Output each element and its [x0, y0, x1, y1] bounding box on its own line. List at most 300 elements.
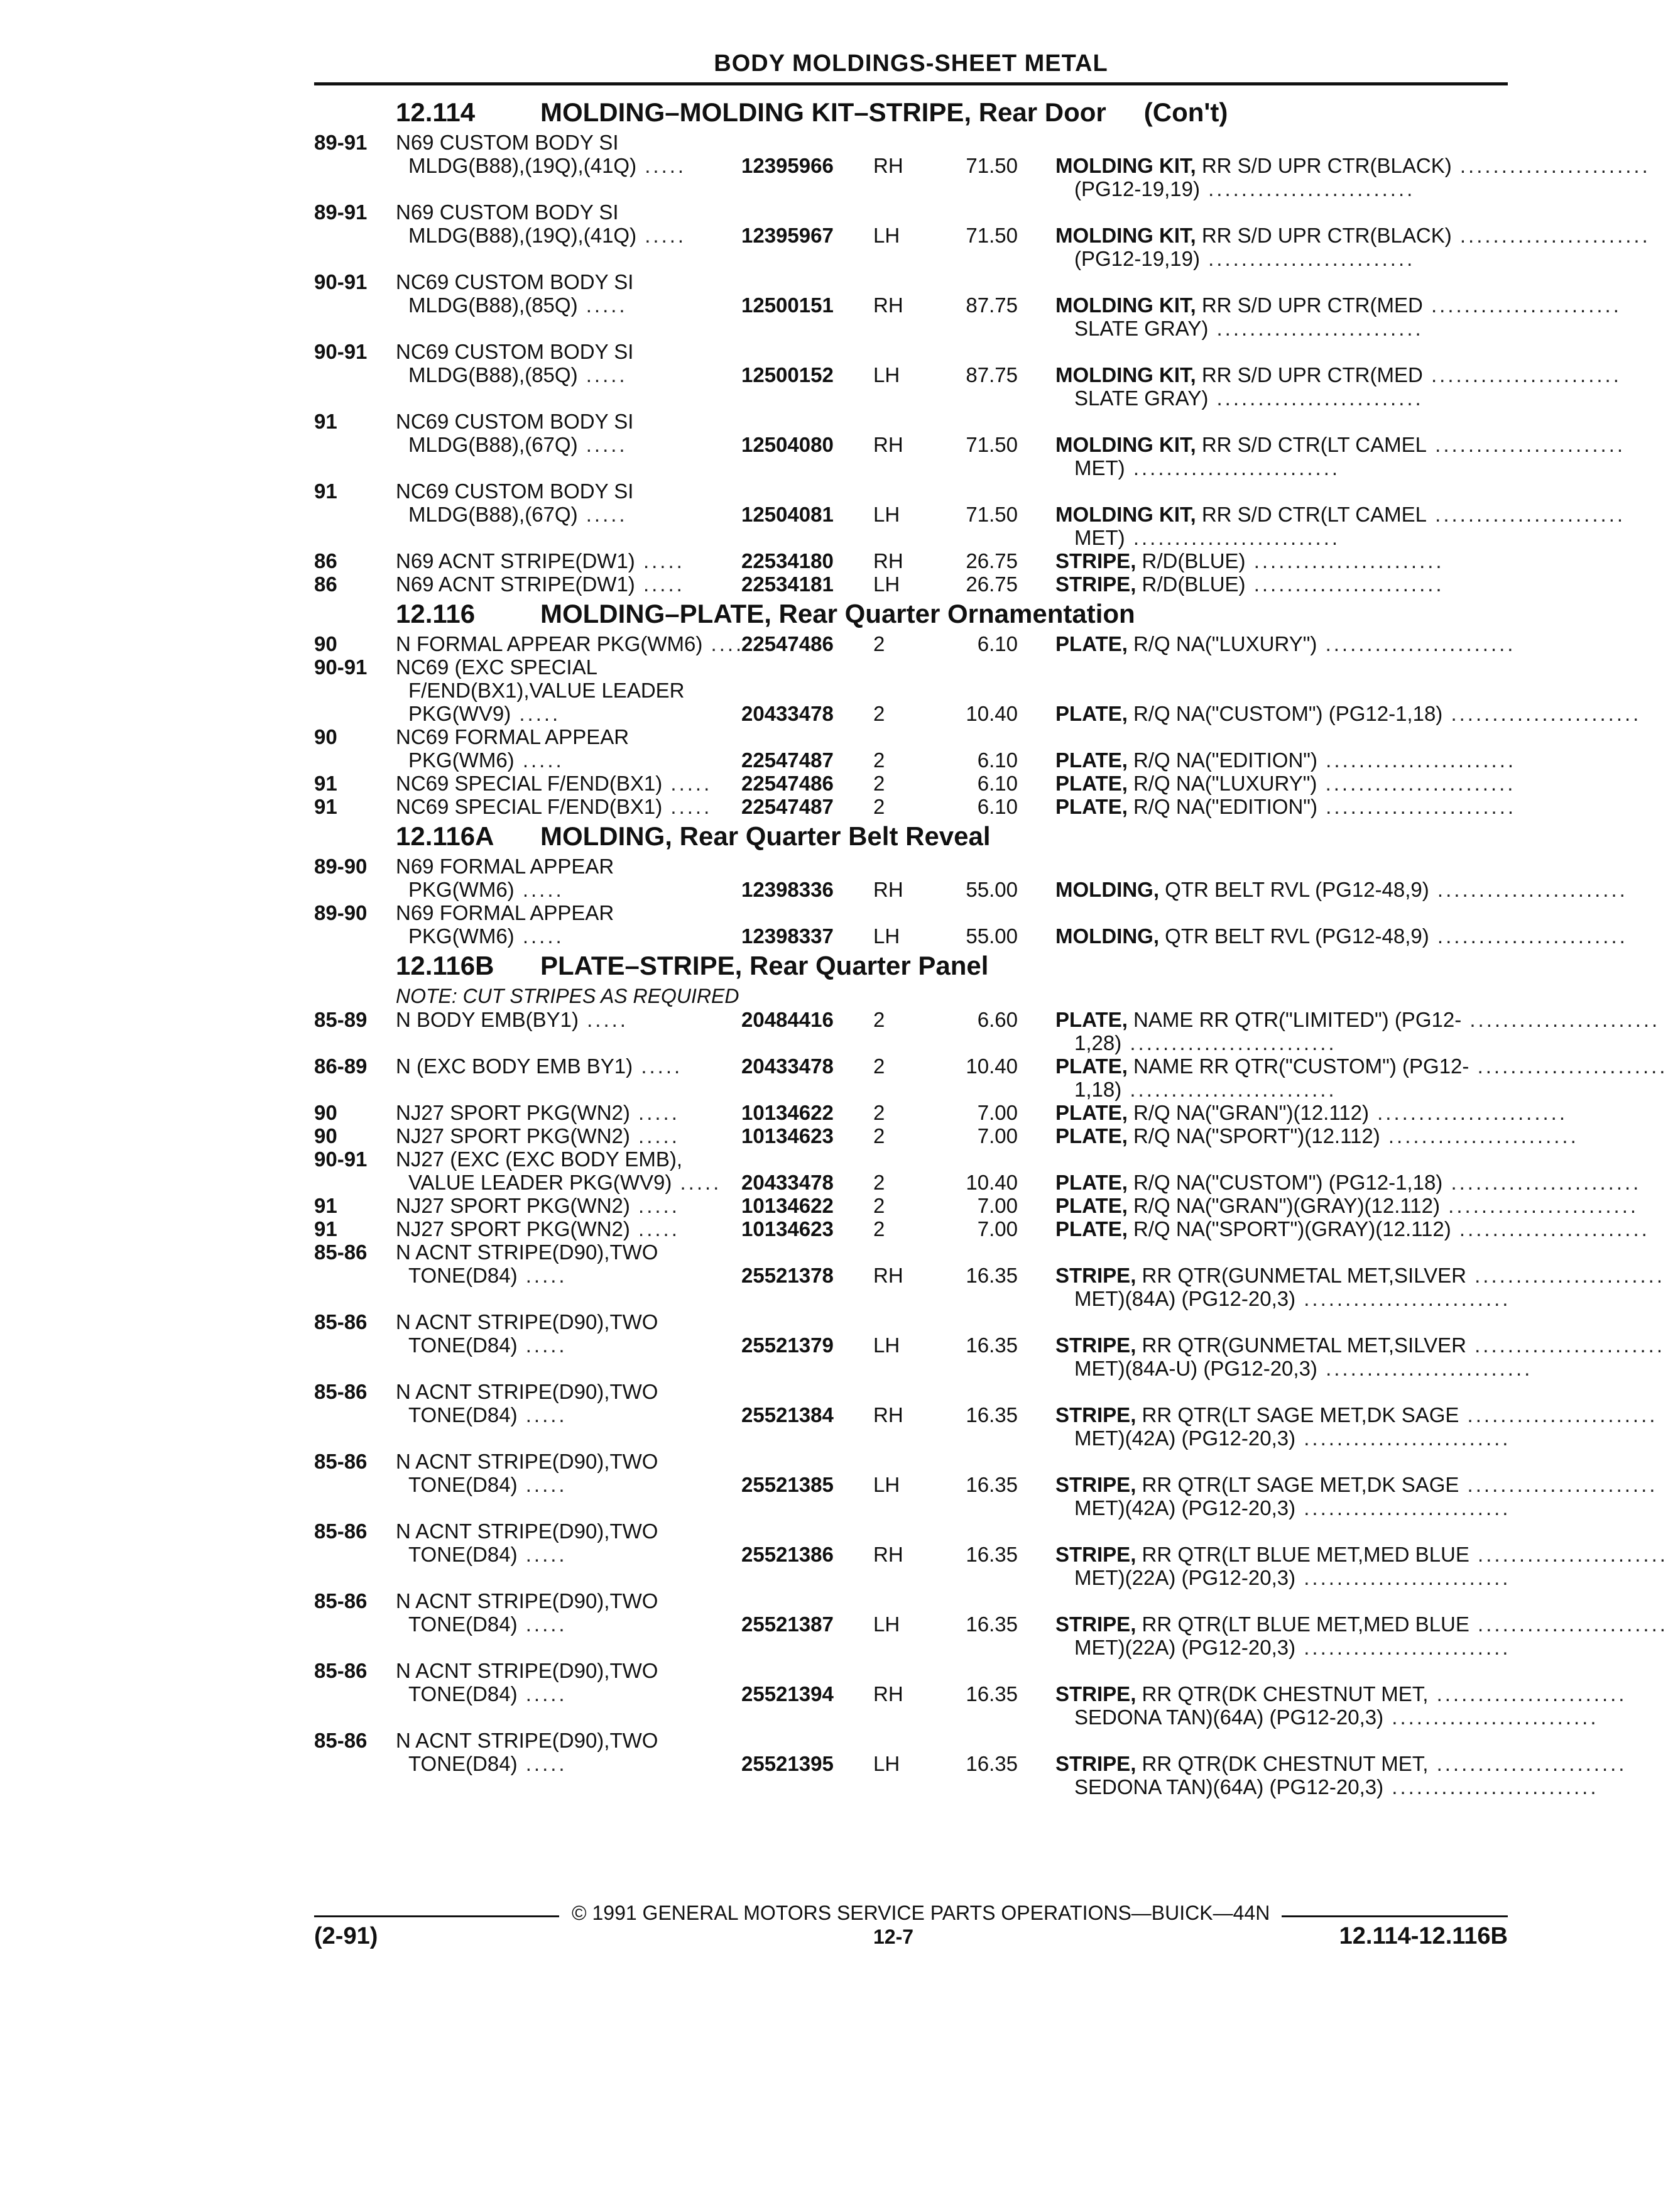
description-line-1	[1055, 795, 1517, 818]
usage-value: TONE(D84)	[408, 1682, 518, 1706]
description-line-2	[1055, 1078, 1508, 1101]
usage-value: TONE(D84)	[408, 1752, 518, 1775]
usage-value: N BODY EMB(BY1)	[396, 1008, 579, 1031]
description-keyword: STRIPE,	[1055, 572, 1137, 596]
dot-leader: .....	[630, 1217, 680, 1240]
usage-value: NJ27 SPORT PKG(WN2)	[396, 1124, 630, 1147]
side-qty: LH	[873, 1752, 900, 1775]
part-description	[1055, 748, 1517, 772]
dot-leader: .........................	[1295, 1496, 1511, 1519]
dot-leader: .......................	[1451, 1217, 1650, 1240]
usage-value: PKG(WM6)	[408, 924, 515, 948]
section-name: MOLDING–MOLDING KIT–STRIPE, Rear Door	[540, 97, 1106, 127]
dot-leader: .....	[672, 1171, 722, 1194]
dot-leader: .........................	[1199, 247, 1415, 270]
model-year: 86	[314, 572, 337, 596]
side-qty: RH	[873, 154, 903, 177]
description-text: R/Q NA("EDITION")	[1127, 795, 1317, 818]
side-qty: 2	[873, 1101, 885, 1124]
part-description	[1055, 1054, 1668, 1101]
model-year: 91	[314, 772, 337, 795]
description-line-2	[1055, 1426, 1511, 1450]
dot-leader: .......................	[1245, 549, 1444, 572]
model-year: 89-91	[314, 131, 368, 154]
part-number: 12398336	[741, 878, 834, 901]
part-number: 22534181	[741, 572, 834, 596]
side-qty: RH	[873, 293, 903, 317]
usage-text-main	[396, 549, 685, 572]
price: 6.10	[977, 772, 1018, 795]
parts-row	[314, 1682, 1627, 1729]
parts-row-usage	[314, 1310, 1508, 1333]
parts-row	[314, 1333, 1665, 1380]
description-line-1	[1055, 433, 1626, 456]
model-year: 89-90	[314, 901, 368, 924]
parts-row	[314, 363, 1622, 410]
dot-leader: .......................	[1440, 1194, 1639, 1217]
dot-leader: .....	[630, 1194, 680, 1217]
usage-text: N ACNT STRIPE(D90),TWO	[396, 1519, 658, 1543]
dot-leader: .......................	[1380, 1124, 1579, 1147]
dot-leader: .....	[517, 1333, 567, 1357]
usage-value: MLDG(B88),(85Q)	[408, 293, 578, 317]
description-text: RR S/D UPR CTR(BLACK)	[1196, 154, 1452, 177]
part-description	[1055, 772, 1516, 795]
parts-row	[314, 1612, 1668, 1659]
parts-row	[314, 878, 1628, 901]
dot-leader: .......................	[1429, 878, 1628, 901]
usage-value: TONE(D84)	[408, 1264, 518, 1287]
dot-leader: .....	[630, 1101, 680, 1124]
dot-leader: .....	[635, 572, 685, 596]
part-description	[1055, 795, 1517, 818]
model-year: 90-91	[314, 655, 368, 679]
footer-date: (2-91)	[314, 1923, 378, 1949]
dot-leader: .....	[662, 772, 712, 795]
part-description	[1055, 1124, 1579, 1147]
part-number: 25521395	[741, 1752, 834, 1775]
description-keyword: PLATE,	[1055, 632, 1128, 655]
usage-value: NC69 SPECIAL F/END(BX1)	[396, 772, 663, 795]
description-text-2: SEDONA TAN)(64A) (PG12-20,3)	[1074, 1706, 1384, 1729]
part-number: 25521386	[741, 1543, 834, 1566]
description-line-1	[1055, 1473, 1658, 1496]
description-line-2	[1055, 1496, 1511, 1519]
usage-text-main	[408, 702, 560, 725]
price: 16.35	[966, 1752, 1018, 1775]
section-number: 12.116A	[396, 821, 494, 851]
description-text-2: 1,18)	[1074, 1078, 1122, 1101]
part-number: 25521384	[741, 1403, 834, 1426]
usage-text-main	[408, 1171, 721, 1194]
side-qty: RH	[873, 433, 903, 456]
description-text: R/D(BLUE)	[1136, 572, 1246, 596]
usage-text-main	[396, 1008, 628, 1031]
description-text: RR QTR(DK CHESTNUT MET,	[1136, 1752, 1429, 1775]
description-line-1	[1055, 1194, 1639, 1217]
side-qty: 2	[873, 1217, 885, 1240]
description-keyword: PLATE,	[1055, 795, 1128, 818]
parts-row-usage-cont	[314, 679, 1508, 702]
dot-leader: .......................	[1442, 1171, 1642, 1194]
description-text-2: MET)	[1074, 456, 1125, 479]
description-keyword: PLATE,	[1055, 1008, 1128, 1031]
parts-row	[314, 549, 1508, 572]
part-number: 25521387	[741, 1612, 834, 1636]
side-qty: LH	[873, 1612, 900, 1636]
side-qty: RH	[873, 1682, 903, 1706]
side-qty: RH	[873, 549, 903, 572]
usage-text: N ACNT STRIPE(D90),TWO	[396, 1589, 658, 1612]
section-number: 12.114	[396, 97, 476, 127]
dot-leader: .....	[517, 1543, 567, 1566]
side-qty: 2	[873, 1054, 885, 1078]
model-year: 90-91	[314, 270, 368, 293]
side-qty: LH	[873, 363, 900, 386]
description-line-1	[1055, 1054, 1668, 1078]
parts-row	[314, 702, 1642, 725]
description-line-1	[1055, 1008, 1660, 1031]
side-qty: RH	[873, 1543, 903, 1566]
side-qty: LH	[873, 503, 900, 526]
usage-value: PKG(WV9)	[408, 702, 511, 725]
price: 7.00	[977, 1217, 1018, 1240]
description-line-1	[1055, 924, 1628, 948]
usage-text: NC69 (EXC SPECIAL	[396, 655, 597, 679]
description-text: RR S/D CTR(LT CAMEL	[1196, 503, 1427, 526]
part-description	[1055, 363, 1622, 410]
model-year: 91	[314, 1194, 337, 1217]
description-text: R/D(BLUE)	[1136, 549, 1246, 572]
part-description	[1055, 224, 1650, 270]
dot-leader: .........................	[1295, 1636, 1511, 1659]
part-description	[1055, 1194, 1639, 1217]
model-year: 91	[314, 479, 337, 503]
part-number: 12504080	[741, 433, 834, 456]
parts-row	[314, 1752, 1627, 1799]
description-text: R/Q NA("LUXURY")	[1127, 632, 1317, 655]
description-line-1	[1055, 878, 1628, 901]
description-line-2	[1055, 1706, 1599, 1729]
description-keyword: MOLDING KIT,	[1055, 503, 1196, 526]
dot-leader: .....	[517, 1752, 567, 1775]
dot-leader: .....	[662, 795, 712, 818]
part-description	[1055, 1543, 1668, 1589]
dot-leader: .......................	[1426, 503, 1626, 526]
description-text: NAME RR QTR("LIMITED") (PG12-	[1127, 1008, 1462, 1031]
part-number: 20433478	[741, 702, 834, 725]
usage-value: TONE(D84)	[408, 1543, 518, 1566]
model-year: 89-91	[314, 200, 368, 224]
description-line-1	[1055, 363, 1622, 386]
price: 6.10	[977, 632, 1018, 655]
usage-text-main	[408, 433, 628, 456]
section-title	[314, 94, 1508, 131]
dot-leader: .......................	[1429, 924, 1628, 948]
usage-value: TONE(D84)	[408, 1333, 518, 1357]
dot-leader: .....	[636, 224, 687, 247]
description-text: RR QTR(DK CHESTNUT MET,	[1136, 1682, 1429, 1706]
usage-text: N69 CUSTOM BODY SI	[396, 200, 619, 224]
dot-leader: .........................	[1125, 526, 1341, 549]
description-text: RR S/D UPR CTR(MED	[1196, 293, 1423, 317]
description-line-1	[1055, 748, 1517, 772]
usage-text-main	[408, 224, 686, 247]
side-qty: 2	[873, 748, 885, 772]
parts-row-usage	[314, 131, 1508, 154]
dot-leader: .....	[577, 503, 628, 526]
side-qty: LH	[873, 924, 900, 948]
dot-leader: .....	[577, 433, 628, 456]
usage-value: VALUE LEADER PKG(WV9)	[408, 1171, 672, 1194]
price: 26.75	[966, 572, 1018, 596]
footer-page-number: 12-7	[873, 1925, 914, 1948]
description-line-1	[1055, 772, 1516, 795]
dot-leader: .....	[577, 293, 628, 317]
section-title	[314, 948, 1508, 984]
part-number: 25521379	[741, 1333, 834, 1357]
description-text: R/Q NA("CUSTOM") (PG12-1,18)	[1127, 702, 1443, 725]
part-description	[1055, 1612, 1668, 1659]
description-text: RR QTR(LT SAGE MET,DK SAGE	[1136, 1403, 1459, 1426]
model-year: 85-86	[314, 1589, 368, 1612]
dot-leader: .......................	[1428, 1752, 1627, 1775]
description-text: R/Q NA("SPORT")(GRAY)(12.112)	[1127, 1217, 1451, 1240]
dot-leader: .......................	[1469, 1543, 1668, 1566]
dot-leader: .......................	[1317, 632, 1516, 655]
usage-value: PKG(WM6)	[408, 748, 515, 772]
price: 71.50	[966, 224, 1018, 247]
footer-copyright: © 1991 GENERAL MOTORS SERVICE PARTS OPERATIONS—BUICK—44N	[572, 1902, 1270, 1924]
parts-row	[314, 1264, 1665, 1310]
dot-leader: .....	[514, 924, 564, 948]
description-keyword: PLATE,	[1055, 772, 1128, 795]
parts-row	[314, 154, 1650, 200]
footer-rule-right	[1282, 1915, 1508, 1917]
section-number: 12.116B	[396, 951, 494, 980]
description-text-2: SEDONA TAN)(64A) (PG12-20,3)	[1074, 1775, 1384, 1799]
price: 7.00	[977, 1101, 1018, 1124]
part-description	[1055, 878, 1628, 901]
usage-text: NC69 CUSTOM BODY SI	[396, 340, 634, 363]
usage-text-main	[396, 772, 712, 795]
side-qty: RH	[873, 1264, 903, 1287]
parts-row	[314, 1403, 1658, 1450]
description-line-1	[1055, 1682, 1627, 1706]
description-text: R/Q NA("CUSTOM") (PG12-1,18)	[1127, 1171, 1443, 1194]
description-text-2: 1,28)	[1074, 1031, 1122, 1054]
price: 16.35	[966, 1403, 1018, 1426]
part-description	[1055, 549, 1508, 572]
parts-row-usage	[314, 200, 1508, 224]
description-line-1	[1055, 1333, 1665, 1357]
description-line-2	[1055, 1287, 1511, 1310]
parts-row-usage	[314, 1729, 1508, 1752]
side-qty: 2	[873, 1124, 885, 1147]
description-text-2: MET)(42A) (PG12-20,3)	[1074, 1426, 1296, 1450]
parts-row-usage	[314, 1589, 1508, 1612]
dot-leader: .....	[514, 878, 564, 901]
usage-text-main	[396, 1054, 682, 1078]
dot-leader: .........................	[1121, 1078, 1337, 1101]
price: 26.75	[966, 549, 1018, 572]
description-text: RR QTR(LT BLUE MET,MED BLUE	[1136, 1543, 1469, 1566]
usage-text-main	[408, 748, 564, 772]
part-description	[1055, 1264, 1665, 1310]
description-text-2: (PG12-19,19)	[1074, 247, 1200, 270]
description-text-2: MET)(22A) (PG12-20,3)	[1074, 1636, 1296, 1659]
usage-text-main	[408, 1403, 567, 1426]
model-year: 90	[314, 725, 337, 748]
part-description	[1055, 154, 1650, 200]
usage-text: N ACNT STRIPE(D90),TWO	[396, 1380, 658, 1403]
usage-text-main	[396, 572, 685, 596]
description-line-1	[1055, 572, 1508, 596]
part-description	[1055, 924, 1628, 948]
usage-text-main	[408, 503, 628, 526]
parts-row	[314, 772, 1516, 795]
usage-text-main	[408, 1612, 567, 1636]
description-text-2: SLATE GRAY)	[1074, 386, 1209, 410]
price: 87.75	[966, 293, 1018, 317]
dot-leader: .........................	[1199, 177, 1415, 200]
price: 71.50	[966, 503, 1018, 526]
section-name: MOLDING, Rear Quarter Belt Reveal	[540, 821, 991, 851]
dot-leader: .....	[511, 702, 561, 725]
description-text: RR S/D CTR(LT CAMEL	[1196, 433, 1427, 456]
usage-text-main	[408, 1333, 567, 1357]
description-text-2: MET)(84A-U) (PG12-20,3)	[1074, 1357, 1317, 1380]
usage-text-main	[408, 293, 628, 317]
sections-container	[314, 94, 1668, 1799]
part-number: 20433478	[741, 1171, 834, 1194]
side-qty: 2	[873, 632, 885, 655]
dot-leader: .....	[517, 1264, 567, 1287]
dot-leader: .........................	[1208, 317, 1424, 340]
model-year: 85-86	[314, 1729, 368, 1752]
parts-row-usage	[314, 1450, 1508, 1473]
description-keyword: STRIPE,	[1055, 1264, 1137, 1287]
part-number: 22547487	[741, 795, 834, 818]
description-keyword: STRIPE,	[1055, 1682, 1137, 1706]
usage-value: NJ27 SPORT PKG(WN2)	[396, 1217, 630, 1240]
description-text: RR QTR(LT BLUE MET,MED BLUE	[1136, 1612, 1469, 1636]
usage-value: TONE(D84)	[408, 1403, 518, 1426]
description-text: NAME RR QTR("CUSTOM") (PG12-	[1127, 1054, 1469, 1078]
price: 55.00	[966, 924, 1018, 948]
parts-row	[314, 1008, 1660, 1054]
description-text-2: MET)(84A) (PG12-20,3)	[1074, 1287, 1296, 1310]
description-line-2	[1055, 1357, 1533, 1380]
section-note: NOTE: CUT STRIPES AS REQUIRED	[396, 985, 739, 1007]
description-line-1	[1055, 1752, 1627, 1775]
usage-value: N69 ACNT STRIPE(DW1)	[396, 549, 635, 572]
parts-row-usage	[314, 270, 1508, 293]
usage-value: NC69 SPECIAL F/END(BX1)	[396, 795, 663, 818]
model-year: 90-91	[314, 340, 368, 363]
part-number: 22547487	[741, 748, 834, 772]
usage-text: NC69 CUSTOM BODY SI	[396, 410, 634, 433]
section-continued: (Con't)	[1143, 97, 1228, 127]
description-text: RR QTR(GUNMETAL MET,SILVER	[1136, 1333, 1466, 1357]
part-description	[1055, 1403, 1658, 1450]
description-line-1	[1055, 1403, 1658, 1426]
part-description	[1055, 1101, 1567, 1124]
description-line-1	[1055, 702, 1642, 725]
price: 16.35	[966, 1473, 1018, 1496]
side-qty: 2	[873, 1008, 885, 1031]
page-footer	[314, 1902, 1508, 1977]
parts-row-usage	[314, 901, 1508, 924]
section-name: PLATE–STRIPE, Rear Quarter Panel	[540, 951, 989, 980]
dot-leader: .........................	[1383, 1706, 1599, 1729]
description-text: QTR BELT RVL (PG12-48,9)	[1158, 924, 1429, 948]
dot-leader: .......................	[1245, 572, 1444, 596]
parts-row	[314, 224, 1650, 270]
parts-row	[314, 1543, 1668, 1589]
side-qty: 2	[873, 795, 885, 818]
description-line-2	[1055, 1566, 1511, 1589]
usage-value: NJ27 SPORT PKG(WN2)	[396, 1101, 630, 1124]
part-number: 12398337	[741, 924, 834, 948]
description-line-2	[1055, 177, 1508, 200]
description-keyword: STRIPE,	[1055, 1543, 1137, 1566]
price: 16.35	[966, 1682, 1018, 1706]
description-line-1	[1055, 1101, 1567, 1124]
part-description	[1055, 503, 1626, 549]
parts-row-usage	[314, 855, 1508, 878]
usage-text: N ACNT STRIPE(D90),TWO	[396, 1240, 658, 1264]
description-line-2	[1055, 386, 1508, 410]
price: 16.35	[966, 1264, 1018, 1287]
part-number: 12500151	[741, 293, 834, 317]
part-number: 22534180	[741, 549, 834, 572]
dot-leader: .........................	[1317, 1357, 1533, 1380]
side-qty: 2	[873, 772, 885, 795]
usage-text-main	[396, 632, 752, 655]
description-keyword: STRIPE,	[1055, 1333, 1137, 1357]
usage-value: N (EXC BODY EMB BY1)	[396, 1054, 633, 1078]
side-qty: LH	[873, 572, 900, 596]
dot-leader: .........................	[1383, 1775, 1599, 1799]
side-qty: 2	[873, 1171, 885, 1194]
description-text: R/Q NA("GRAN")(GRAY)(12.112)	[1127, 1194, 1441, 1217]
price: 7.00	[977, 1194, 1018, 1217]
parts-row-usage	[314, 1240, 1508, 1264]
description-keyword: PLATE,	[1055, 1194, 1128, 1217]
model-year: 90	[314, 1101, 337, 1124]
usage-text-main	[408, 1264, 567, 1287]
model-year: 85-86	[314, 1240, 368, 1264]
part-description	[1055, 1333, 1665, 1380]
description-line-2	[1055, 247, 1508, 270]
description-text: RR S/D UPR CTR(BLACK)	[1196, 224, 1452, 247]
parts-row	[314, 1473, 1658, 1519]
usage-text-main	[396, 1124, 680, 1147]
description-text: R/Q NA("LUXURY")	[1127, 772, 1317, 795]
description-line-1	[1055, 1217, 1650, 1240]
usage-text: NJ27 (EXC (EXC BODY EMB),	[396, 1147, 682, 1171]
dot-leader: .......................	[1317, 795, 1517, 818]
side-qty: LH	[873, 1333, 900, 1357]
parts-row	[314, 433, 1626, 479]
side-qty: 2	[873, 702, 885, 725]
description-text-2: MET)(22A) (PG12-20,3)	[1074, 1566, 1296, 1589]
description-keyword: STRIPE,	[1055, 1403, 1137, 1426]
dot-leader: .......................	[1422, 363, 1622, 386]
part-description	[1055, 433, 1626, 479]
description-keyword: MOLDING,	[1055, 878, 1159, 901]
